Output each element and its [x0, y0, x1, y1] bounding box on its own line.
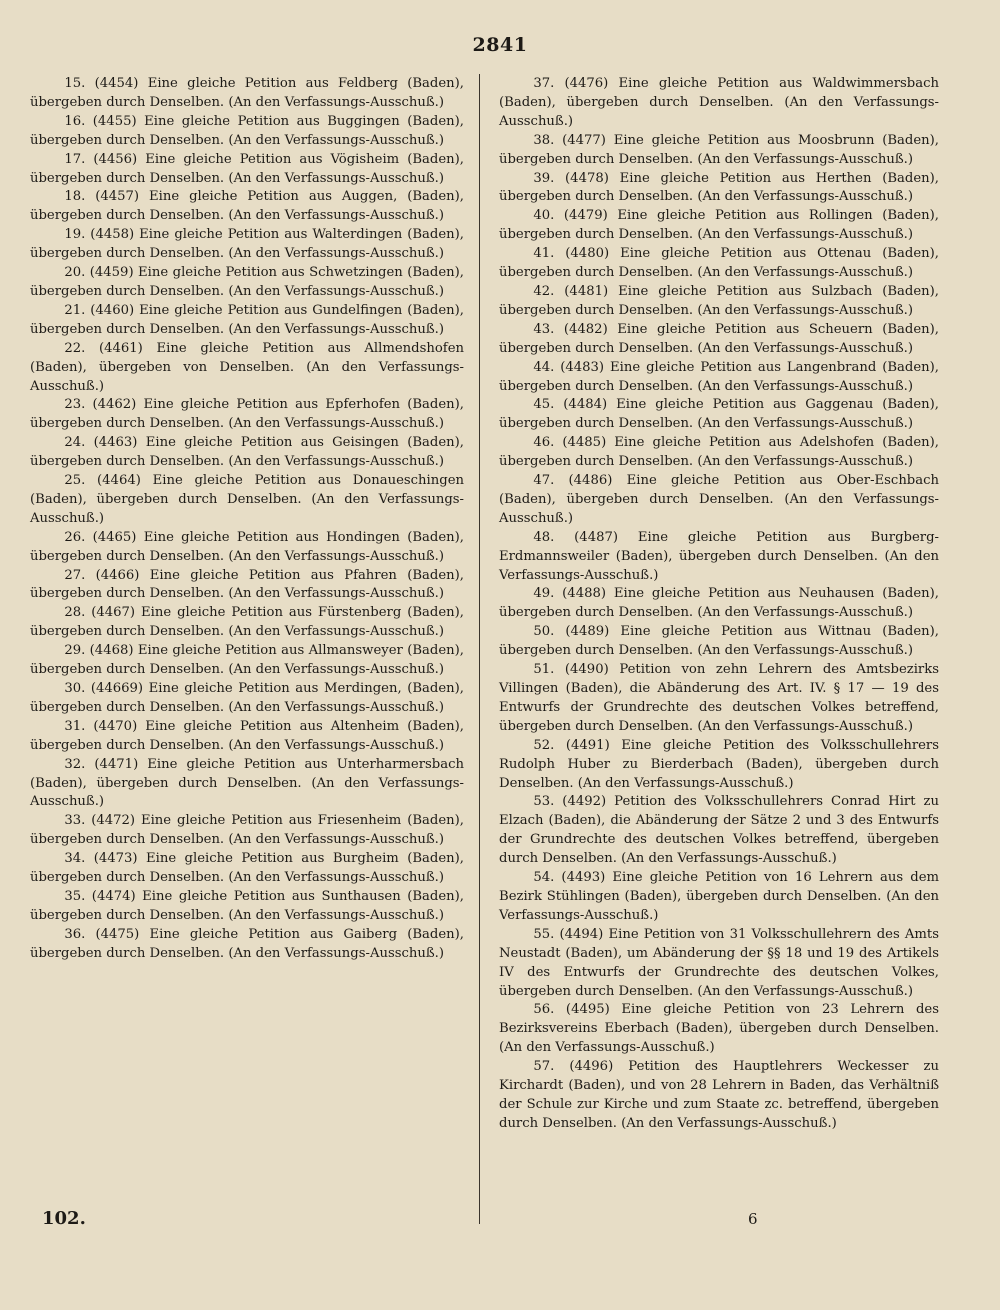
- petition-entry: 19. (4458) Eine gleiche Petition aus Walterdingen (Baden), übergeben durch Denselben. (An den Verfassungs-Ausschuß.): [30, 227, 464, 262]
- petition-entry: 39. (4478) Eine gleiche Petition aus Herthen (Baden), übergeben durch Denselben. (An den Verfassungs-Ausschuß.): [499, 170, 939, 205]
- petition-entry: 55. (4494) Eine Petition von 31 Volksschullehrern des Amts Neustadt (Baden), um Abänderung der §§ 18 und 19 des Artikels IV des Entwurfs der Grundrechte des deutschen Volkes, übergeben durch Denselben. (An den Verfassungs-Ausschuß.): [499, 926, 939, 999]
- petition-entry: 48. (4487) Eine gleiche Petition aus Burgberg-Erdmannsweiler (Baden), übergeben durch Denselben. (An den Verfassungs-Ausschuß.): [499, 529, 939, 583]
- footer-sheet-number: 6: [748, 1210, 758, 1228]
- petition-entry: 16. (4455) Eine gleiche Petition aus Buggingen (Baden), übergeben durch Denselben. (An den Verfassungs-Ausschuß.): [30, 113, 464, 148]
- petition-entry: 18. (4457) Eine gleiche Petition aus Auggen, (Baden), übergeben durch Denselben. (An den Verfassungs-Ausschuß.): [30, 189, 464, 224]
- petition-entry: 52. (4491) Eine gleiche Petition des Volksschullehrers Rudolph Huber zu Bierderbach (Baden), übergeben durch Denselben. (An den Verfassungs-Ausschuß.): [499, 737, 939, 791]
- petition-entry: 46. (4485) Eine gleiche Petition aus Adelshofen (Baden), übergeben durch Denselben. (An den Verfassungs-Ausschuß.): [499, 435, 939, 470]
- petition-entry: 32. (4471) Eine gleiche Petition aus Unterharmersbach (Baden), übergeben durch Denselben. (An den Verfassungs-Ausschuß.): [30, 756, 464, 810]
- petition-entry: 21. (4460) Eine gleiche Petition aus Gundelfingen (Baden), übergeben durch Denselben. (An den Verfassungs-Ausschuß.): [30, 302, 464, 337]
- right-column: [499, 75, 939, 1134]
- petition-entry: 40. (4479) Eine gleiche Petition aus Rollingen (Baden), übergeben durch Denselben. (An den Verfassungs-Ausschuß.): [499, 208, 939, 243]
- petition-entry: 17. (4456) Eine gleiche Petition aus Vögisheim (Baden), übergeben durch Denselben. (An den Verfassungs-Ausschuß.): [30, 151, 464, 186]
- petition-entry: 45. (4484) Eine gleiche Petition aus Gaggenau (Baden), übergeben durch Denselben. (An den Verfassungs-Ausschuß.): [499, 397, 939, 432]
- petition-entry: 36. (4475) Eine gleiche Petition aus Gaiberg (Baden), übergeben durch Denselben. (An den Verfassungs-Ausschuß.): [30, 926, 464, 961]
- petition-entry: 47. (4486) Eine gleiche Petition aus Ober-Eschbach (Baden), übergeben durch Denselben. (An den Verfassungs-Ausschuß.): [499, 473, 939, 526]
- petition-entry: 33. (4472) Eine gleiche Petition aus Friesenheim (Baden), übergeben durch Denselben. (An den Verfassungs-Ausschuß.): [30, 813, 464, 848]
- petition-entry: 20. (4459) Eine gleiche Petition aus Schwetzingen (Baden), übergeben durch Denselben. (An den Verfassungs-Ausschuß.): [30, 265, 464, 299]
- petition-entry: 38. (4477) Eine gleiche Petition aus Moosbrunn (Baden), übergeben durch Denselben. (An den Verfassungs-Ausschuß.): [499, 132, 939, 167]
- petition-entry: 25. (4464) Eine gleiche Petition aus Donaueschingen (Baden), übergeben durch Denselben. (An den Verfassungs-Ausschuß.): [30, 473, 464, 526]
- petition-entry: 53. (4492) Petition des Volksschullehrers Conrad Hirt zu Elzach (Baden), die Abänderung der Sätze 2 und 3 des Entwurfs der Grundrechte des deutschen Volkes betreffend, übergeben durch Denselben. (An den Verfassungs-Ausschuß.): [499, 794, 939, 867]
- petition-entry: 44. (4483) Eine gleiche Petition aus Langenbrand (Baden), übergeben durch Denselben. (An den Verfassungs-Ausschuß.): [499, 359, 939, 394]
- petition-entry: 43. (4482) Eine gleiche Petition aus Scheuern (Baden), übergeben durch Denselben. (An den Verfassungs-Ausschuß.): [499, 321, 939, 356]
- petition-entry: 49. (4488) Eine gleiche Petition aus Neuhausen (Baden), übergeben durch Denselben. (An den Verfassungs-Ausschuß.): [499, 586, 939, 621]
- petition-entry: 42. (4481) Eine gleiche Petition aus Sulzbach (Baden), übergeben durch Denselben. (An den Verfassungs-Ausschuß.): [499, 283, 939, 318]
- petition-entry: 29. (4468) Eine gleiche Petition aus Allmansweyer (Baden), übergeben durch Denselben. (An den Verfassungs-Ausschuß.): [30, 643, 464, 678]
- column-divider: [479, 74, 480, 1224]
- petition-entry: 41. (4480) Eine gleiche Petition aus Ottenau (Baden), übergeben durch Denselben. (An den Verfassungs-Ausschuß.): [499, 246, 939, 281]
- petition-entry: 28. (4467) Eine gleiche Petition aus Fürstenberg (Baden), übergeben durch Denselben. (An den Verfassungs-Ausschuß.): [30, 605, 464, 640]
- petition-entry: 31. (4470) Eine gleiche Petition aus Altenheim (Baden), übergeben durch Denselben. (An den Verfassungs-Ausschuß.): [30, 718, 464, 753]
- petition-entry: 50. (4489) Eine gleiche Petition aus Wittnau (Baden), übergeben durch Denselben. (An den Verfassungs-Ausschuß.): [499, 624, 939, 659]
- petition-entry: 57. (4496) Petition des Hauptlehrers Weckesser zu Kirchardt (Baden), und von 28 Lehrern in Baden, das Verhältniß der Schule zur Kirche und zum Staate zc. betreffend, übergeben durch Denselben. (An den Verfassungs-Ausschuß.): [499, 1059, 939, 1131]
- petition-entry: 30. (44669) Eine gleiche Petition aus Merdingen, (Baden), übergeben durch Denselben. (An den Verfassungs-Ausschuß.): [30, 681, 464, 715]
- petition-entry: 35. (4474) Eine gleiche Petition aus Sunthausen (Baden), übergeben durch Denselben. (An den Verfassungs-Ausschuß.): [30, 888, 464, 923]
- petition-entry: 37. (4476) Eine gleiche Petition aus Waldwimmersbach (Baden), übergeben durch Denselben. (An den Verfassungs-Ausschuß.): [499, 76, 939, 129]
- footer-signature: 102.: [42, 1208, 86, 1229]
- petition-entry: 22. (4461) Eine gleiche Petition aus Allmendshofen (Baden), übergeben von Denselben. (An den Verfassungs-Ausschuß.): [30, 340, 464, 394]
- page-number: 2841: [472, 34, 528, 56]
- petition-entry: 23. (4462) Eine gleiche Petition aus Epferhofen (Baden), übergeben durch Denselben. (An den Verfassungs-Ausschuß.): [30, 397, 464, 432]
- petition-entry: 27. (4466) Eine gleiche Petition aus Pfahren (Baden), übergeben durch Denselben. (An den Verfassungs-Ausschuß.): [30, 567, 464, 602]
- left-column: [30, 75, 464, 964]
- petition-entry: 51. (4490) Petition von zehn Lehrern des Amtsbezirks Villingen (Baden), die Abänderung des Art. IV. § 17 — 19 des Entwurfs der Grundrechte des deutschen Volkes betreffend, übergeben durch Denselben. (An den Verfassungs-Ausschuß.): [499, 662, 939, 734]
- petition-entry: 34. (4473) Eine gleiche Petition aus Burgheim (Baden), übergeben durch Denselben. (An den Verfassungs-Ausschuß.): [30, 851, 464, 886]
- petition-entry: 56. (4495) Eine gleiche Petition von 23 Lehrern des Bezirksvereins Eberbach (Baden), übergeben durch Denselben. (An den Verfassungs-Ausschuß.): [499, 1002, 939, 1056]
- petition-entry: 26. (4465) Eine gleiche Petition aus Hondingen (Baden), übergeben durch Denselben. (An den Verfassungs-Ausschuß.): [30, 529, 464, 564]
- petition-entry: 54. (4493) Eine gleiche Petition von 16 Lehrern aus dem Bezirk Stühlingen (Baden), übergeben durch Denselben. (An den Verfassungs-Ausschuß.): [499, 870, 939, 923]
- petition-entry: 15. (4454) Eine gleiche Petition aus Feldberg (Baden), übergeben durch Denselben. (An den Verfassungs-Ausschuß.): [30, 76, 464, 110]
- petition-entry: 24. (4463) Eine gleiche Petition aus Geisingen (Baden), übergeben durch Denselben. (An den Verfassungs-Ausschuß.): [30, 435, 464, 470]
